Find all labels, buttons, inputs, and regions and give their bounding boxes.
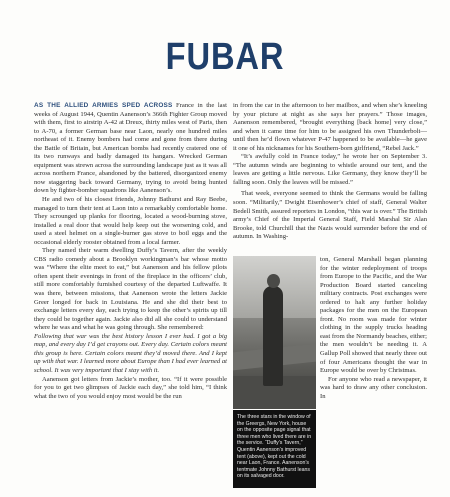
paragraph: They named their warm dwelling Duffy’s Tavern, after the weekly CBS radio comedy about a Brooklyn workingman’s bar whose motto was “Where the elite meet to eat,” but Aanenson and his fellow pilots often spent their evenings in front of the fireplace in the officers’ club, still more comfortably furnished courtesy of the departed Luftwaffe. It was there, between missions, that Aanenson wrote the letters Jackie Greer longed for back in Louisiana. He and she did their best to exchange letters every day, each trying to keep the other’s spirits up till they could be together again. Jackie also did all she could to understand where he was and what he was going through. She remembered: [34,247,227,332]
photo-caption: The three stars in the window of the Greergs, New York, house on the opposite page signal that three men who lived there are in the service. “Duffy’s Tavern,” Quentin Aanenson’s improved tent (above), kept out the cold near Laon, France. Aanenson’s tentmate Johnny Bathurst leans on its salvaged door. [233,410,316,488]
block-quote: Following that war was the best history lesson I ever had. I got a big map, and every day I’d get crayons out. Every day. Certain colors meant this group is here. Certain colors meant they’d moved there. And I kept up with that war. I learned more about Europe than I had ever learned at school. It was very important that I stay with it. [34,332,227,374]
right-column-top [233,102,427,242]
lede-caps: AS THE ALLIED ARMIES SPED ACROSS [34,102,173,109]
right-column-narrow [320,256,427,401]
paragraph-lede [34,102,227,196]
paragraph: Aanenson got letters from Jackie’s mother, too. “If it were possible for you to get two glimpses of Jackie each day,” she told him, “I think what the two of you would enjoy most would be the run [34,375,227,400]
lede-text: France in the last weeks of August 1944, Quentin Aanenson’s 366th Fighter Group moved with them, first to airstrip A-42 at Dreux, thirty miles west of Paris, then to A-70, a former German base near Laon, nearly one hundred miles northeast of it. Enemy bombers had come and gone from there during the Battle of Britain, but American bombs had recently cratered one of its two runways and badly damaged its hangars. Wrecked German equipment was strewn across the surrounding landscape just as it was all across northern France, abandoned by the battered, disorganized enemy now staggering back toward Germany, trying to avoid being hunted down by fighter-bomber squadrons like Aanenson’s. [34,102,227,195]
paragraph: For anyone who read a newspaper, it was hard to draw any other conclusion. In [320,375,427,400]
paragraph: ton, General Marshall began planning for the winter redeployment of troops from Europe to the Pacific, and the War Production Board started canceling military contracts. Post exchanges were ordered to halt any further holiday packages for the men on the European front. No room was made for winter clothing in the supply trucks heading east from the Normandy beaches, either; the men wouldn’t be needing it. A Gallup Poll showed that nearly three out of four Americans thought the war in Europe would be over by Christmas. [320,256,427,375]
headline: FUBAR [165,36,285,78]
paragraph: “It’s awfully cold in France today,” he wrote her on September 3. “The autumn winds are beginning to whistle around our tent, and the leaves are getting a little nervous. Like Germany, they know they’ll be falling soon. Only the leaves will be missed.” [233,153,427,186]
photo-pilot-tent [233,256,316,409]
left-column [34,102,227,401]
paragraph: in from the car in the afternoon to her mailbox, and when she’s kneeling by your picture at night as she says her prayers.” Those images, Aanenson remembered, “brought everything [back home] very close,” and when it came time for him to be assigned his own Thunderbolt—until then he’d flown whatever P-47 happened to be available—he gave it one of his nicknames for his Southern-born girlfriend, “Rebel Jack.” [233,102,427,152]
paragraph: He and two of his closest friends, Johnny Bathurst and Ray Beebe, managed to turn their tent at Laon into a remarkably comfortable home. They scrounged up planks for flooring, located a wood-burning stove, installed a real door that would help keep out the worsening cold, and used a steel helmet on a single-burner gas stove to boil eggs and the occasional elderly rooster obtained from a local farmer. [34,196,227,246]
paragraph: That week, everyone seemed to think the Germans would be falling soon. “Militarily,” Dwight Eisenhower’s chief of staff, General Walter Bedell Smith, assured reporters in London, “this war is over.” The British army’s Chief of the Imperial General Staff, Field Marshal Sir Alan Brooke, told Churchill that the Nazis would surrender before the end of autumn. In Washing- [233,190,427,241]
